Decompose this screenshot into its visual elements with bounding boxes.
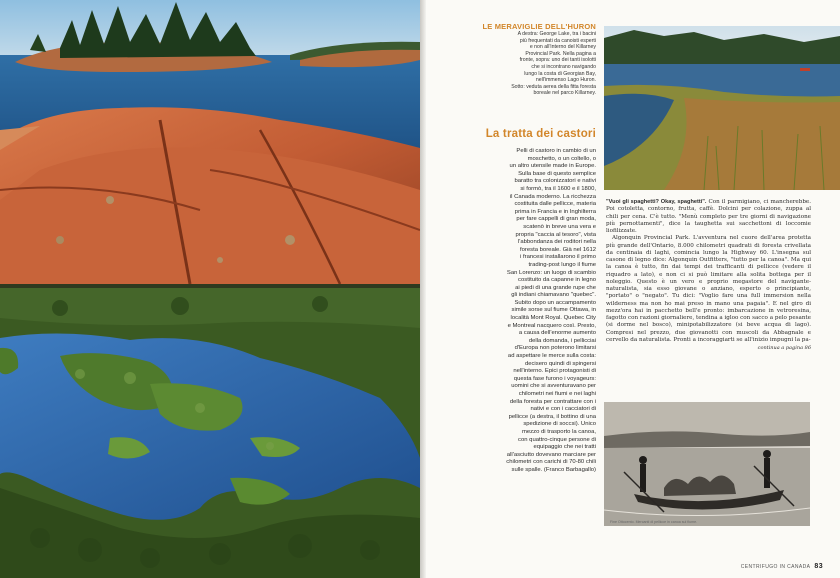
historic-photo-caption: Fine Ottocento. Mercanti di pellicce in canoa sul fiume. — [610, 520, 698, 524]
sidebar-line: spedizione di soccsi). Unico — [523, 421, 596, 428]
sidebar-line: all'asciutto dovevano marciare per — [506, 451, 596, 458]
sidebar-line: gli indiani chiamavano "quebec". — [511, 292, 596, 299]
photo-george-lake — [604, 26, 840, 190]
sidebar-line: nell'interno. Epici protagonisti di — [513, 368, 596, 375]
sidebar-line: prima in Francia e in Inghilterra — [514, 208, 596, 215]
sidebar-line: ai piedi di una grande rupe che — [515, 284, 596, 291]
sidebar-line: chilometri con carichi di 70-80 chili — [506, 459, 596, 466]
sidebar-line: con quattro-cinque persone di — [518, 436, 596, 443]
caption-title: LE MERAVIGLIE DELL'HURON — [482, 22, 596, 31]
sidebar-line: della foresta per contrattare con i — [509, 398, 596, 405]
page-number: 83 — [814, 563, 823, 570]
sidebar-line: baratto tra colonizzatori e nativi — [514, 178, 596, 185]
caption-line: A destra: George Lake, tra i bacini — [517, 31, 596, 37]
sidebar-line: si formò, tra il 1600 e il 1800, — [520, 185, 596, 192]
sidebar-line: sulle spalle. (Franco Barbagallo) — [511, 466, 596, 473]
caption-line: più frequentati da canoisti esperti — [519, 37, 596, 44]
sidebar-line: equipaggio che nei tratti — [533, 444, 596, 451]
photo-killarney-aerial-forest — [0, 288, 420, 578]
sidebar-line: mezzo di trasporto la canoa, — [522, 428, 596, 435]
caption-line: fronte, sopra: uno dei tanti isolotti — [519, 57, 596, 64]
sidebar-line: simile sorse sul fiume Ottawa, in — [511, 307, 596, 314]
photo-georgian-bay-islet — [0, 0, 420, 284]
sidebar-line: propria "caccia al tesoro", vista — [515, 231, 596, 238]
sidebar-line: il Canada moderno. La ricchezza — [509, 193, 596, 200]
sidebar-line: uomini che si avventuravano per — [511, 383, 596, 390]
sidebar-line: e Montreal nacquero così. Presto, — [507, 322, 596, 329]
sidebar-line: San Lorenzo: un luogo di scambio — [506, 269, 596, 276]
caption-line: e non all'interno del Killarney — [529, 44, 596, 51]
sidebar-line: per fare cappelli di gran moda, — [516, 216, 596, 223]
sidebar-line: un altro utensile made in Europe. — [509, 163, 596, 170]
caption-line: che si incontrano navigando — [531, 63, 596, 70]
caption-line: Provincial Park. Nella pagina a — [525, 50, 596, 57]
continue-note: continua a pagina 86 — [757, 345, 811, 351]
sidebar-line: pellicce (a destra, il bottino di una — [508, 413, 596, 420]
sidebar-line: nativi e con i cacciatori di — [530, 406, 596, 413]
page-folio — [741, 563, 823, 570]
sidebar-line: ad aspettare le merce sulla costa: — [507, 353, 596, 360]
sidebar-line: d'Europa non poterono limitarsi — [514, 345, 596, 352]
sidebar-line: della domanda, i pellicciai — [528, 337, 596, 344]
caption-line: lungo la costa di Georgian Bay, — [524, 70, 596, 77]
sidebar-line: decisero quindi di spingersi — [524, 360, 596, 367]
sidebar-line: l'abbondanza dei roditori nella — [517, 239, 596, 246]
sidebar-line: costituita dalle pellicce, materia — [514, 201, 596, 208]
sidebar-text-column — [470, 148, 596, 475]
caption-line: Sotto: veduta aerea della fitta foresta — [511, 83, 596, 90]
sidebar-line: questa fase furono i voyageurs: — [513, 375, 596, 382]
sidebar-line: Sulla base di questo semplice — [518, 170, 596, 177]
sidebar-line: a causa dell'enorme aumento — [518, 330, 596, 337]
sidebar-heading: La tratta dei castori — [485, 128, 596, 140]
sidebar-line: Pelli di castoro in cambio di un — [516, 148, 596, 154]
sidebar-line: località Mont Royal. Quebec City — [510, 315, 596, 322]
sidebar-line: chilometri nei fiumi e nei laghi — [518, 391, 596, 397]
sidebar-line: trading-post lungo il fiume — [528, 261, 596, 268]
sidebar-line: Subito dopo un accampamento — [514, 299, 596, 306]
photo-historic-voyageurs-canoe — [604, 402, 810, 526]
folio-label: CENTRIFUGO IN CANADA — [740, 564, 811, 570]
sidebar-line: foresta boreale. Già nel 1612 — [520, 246, 596, 253]
main-article-column — [606, 199, 811, 352]
sidebar-line: i francesi installarono il primo — [520, 254, 596, 261]
article-paragraph: Algonquin Provincial Park. L'avventura nel cuore dell'area protetta più grande dell'Ontario, 8.000 chilometri quadrati di foresta crivellata da centinaia di laghi, comincia lungo la Highway 60. L'insegna sul casone di legno dice: Algonquin Outfitters, "tutto per la canoa". Ma qui la canoa è tutto, fin dai tempi dei trafficanti di pellicce (vedere il riquadro a lato), e non ci si può limitare alla solita bottega per il noleggio. Questo è un vero e proprio megastore del navigante-naturalista, sia esso giovane o anziano, esperto o principiante, "portato" o "negato". Tu dici: "Voglio fare una full immersion nella wilderness ma non ho mai preso in mano una pagaia". E nel giro di mezz'ora hai in pacchetto bell'e pronto: imbarcazione in vetroresina, fagotto con razioni giornaliere, tendina a igloo con sacco a pelo pesante (si dorme nel bosco), minipotabilizzatore (si beve acqua di lago). Compresi nel prezzo, due giovanotti con muscoli da Abbagnale e cervello da naturalista. Pronti a incoraggiarti se all'inizio impugni la pa- — [606, 235, 811, 343]
article-paragraph — [606, 199, 811, 235]
article-text: Con il parmigiano, ci mancherebbe. Poi cotoletta, contorno, frutta, caffè. Dolcini per colazione, zuppa al chili per cena. C'è tutto. "Menù completo per tre giorni di navigazione più pernottamenti", dice la taughetta sui sacchettoni di loccomie liofilizzate. — [606, 199, 811, 234]
photo-caption-block — [470, 22, 596, 97]
article-lead: "Vuoi gli spaghetti? Okay, spaghetti". — [606, 199, 707, 205]
caption-line: boreale nel parco Killarney. — [533, 90, 596, 97]
sidebar-line: costituito da capanne in legno — [518, 277, 596, 284]
sidebar-line: moschetto, o un coltello, o — [527, 155, 596, 162]
caption-line: nell'immenso Lago Huron. — [535, 77, 596, 84]
sidebar-line: scatenò in breve una vera e — [523, 223, 596, 230]
